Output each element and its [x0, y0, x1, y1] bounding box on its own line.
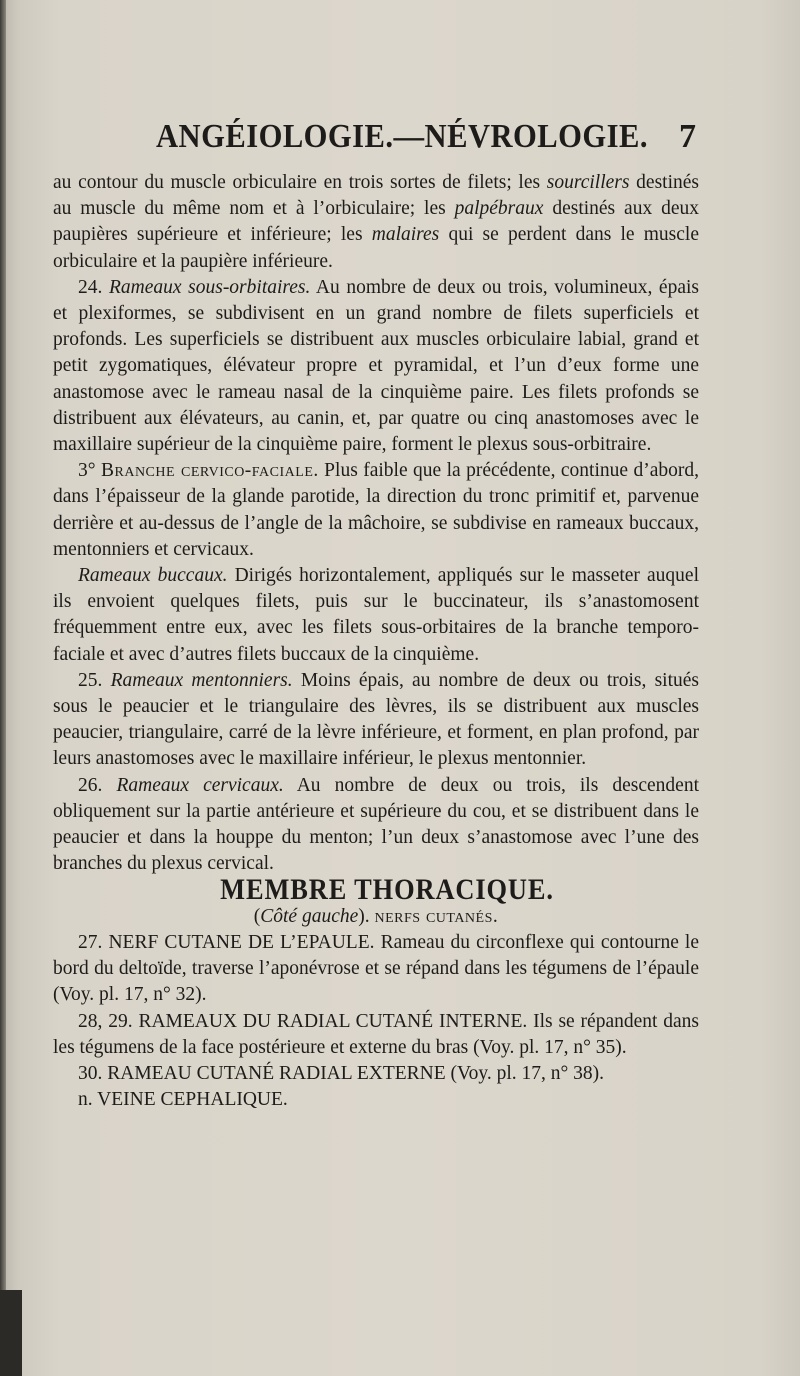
- heading-rameaux-cervicaux: Rameaux cervicaux.: [116, 774, 284, 796]
- paragraph-facial-continuation: au contour du muscle orbiculaire en trois sortes de filets; les sourcillers destinés au muscle du même nom et à l’orbiculaire; les palpébraux destinés aux deux paupières supérieure et inférieure; les malaires qui se perdent dans le muscle orbiculaire et la paupière inférieure.: [53, 172, 699, 272]
- entry-27: 27. NERF CUTANE DE L’EPAULE. Rameau du circonflexe qui contourne le bord du deltoïde, traverse l’aponévrose et se répand dans les tégumens de l’épaule (Voy. pl. 17, n° 32).: [53, 931, 699, 1006]
- entry-30-heading: RAMEAU CUTANÉ RADIAL EXTERNE: [107, 1062, 446, 1084]
- paragraph-rameaux-buccaux: Rameaux buccaux. Dirigés horizontalement, appliqués sur le masseter auquel ils envoient quelques filets, puis sur le buccinateur, ils s’anastomosent fréquemment entre eux, avec les filets sous-orbitaires de la branche temporo-faciale et avec d’autres filets buccaux de la cinquième.: [53, 565, 699, 665]
- heading-rameaux-buccaux: Rameaux buccaux.: [78, 565, 228, 587]
- entry-n: n. VEINE CEPHALIQUE.: [78, 1089, 288, 1111]
- term-malaires: malaires: [371, 224, 440, 246]
- entry-n-heading: VEINE CEPHALIQUE.: [97, 1089, 288, 1111]
- entry-28-29-heading: RAMEAUX DU RADIAL CUTANÉ INTERNE.: [138, 1010, 528, 1032]
- running-head: [56, 118, 696, 162]
- heading-branche-cervico-faciale: Branche cervico-faciale.: [100, 460, 319, 482]
- heading-rameaux-sous-orbitaires: Rameaux sous-orbitaires.: [108, 276, 311, 298]
- entry-28-29: 28, 29. RAMEAUX DU RADIAL CUTANÉ INTERNE. Ils se répandent dans les tégumens de la face postérieure et externe du bras (Voy. pl. 17, n° 35).: [53, 1010, 700, 1058]
- term-palpebraux: palpébraux: [454, 198, 544, 220]
- binding-shadow: [0, 1290, 22, 1376]
- entry-27-heading: NERF CUTANE DE L’EPAULE.: [108, 931, 375, 953]
- subtitle-side: Côté gauche: [260, 905, 359, 927]
- paragraph-branche-cervico-faciale: 3° Branche cervico-faciale. Plus faible que la précédente, continue d’abord, dans l’épaisseur de la glande parotide, la direction du tronc primitif et, parvenue derrière et au-dessus de l’angle de la mâchoire, se subdivise en rameaux buccaux, mentonniers et cervicaux.: [53, 460, 699, 560]
- entry-30: 30. RAMEAU CUTANÉ RADIAL EXTERNE (Voy. pl. 17, n° 38).: [78, 1062, 605, 1084]
- section-subtitle: (Côté gauche). nerfs cutanés.: [253, 905, 499, 927]
- page-number: 7: [679, 118, 696, 155]
- paragraph-26: 26. Rameaux cervicaux. Au nombre de deux ou trois, ils descendent obliquement sur la partie antérieure et supérieure du cou, et se distribuent dans le peaucier et dans la houppe du menton; l’un deux s’anastomose avec l’une des branches du plexus cervical.: [53, 774, 699, 875]
- heading-rameaux-mentonniers: Rameaux mentonniers.: [110, 669, 293, 691]
- subtitle-nerfs-cutanes: nerfs cutanés.: [374, 905, 499, 927]
- paragraph-25: 25. Rameaux mentonniers. Moins épais, au nombre de deux ou trois, situés sous le peaucier et le triangulaire des lèvres, ils se distribuent aux muscles peaucier, triangulaire, carré de la lèvre inférieure, et forment, en plan profond, par leurs anastomoses avec le maxillaire inférieur, le plexus mentonnier.: [53, 669, 700, 770]
- term-sourcillers: sourcillers: [546, 172, 630, 193]
- page-binding-edge: [0, 0, 6, 1376]
- section-title: MEMBRE THORACIQUE.: [220, 873, 554, 907]
- running-title: ANGÉIOLOGIE.—NÉVROLOGIE.: [156, 118, 648, 155]
- paragraph-24: 24. Rameaux sous-orbitaires. Au nombre de deux ou trois, volumineux, épais et plexiformes, se subdivisent en un grand nombre de filets superficiels et profonds. Les superficiels se distribuent aux muscles orbiculaire labial, grand et petit zygomatiques, élévateur propre et pyramidal, et l’un d’eux forme une anastomose avec le rameau nasal de la cinquième paire. Les filets profonds se distribuent aux élévateurs, au canin, et, par quatre ou cinq anastomoses avec le maxillaire supérieur de la cinquième paire, forment le plexus sous-orbitraire.: [53, 276, 699, 456]
- body-text: [53, 170, 699, 1113]
